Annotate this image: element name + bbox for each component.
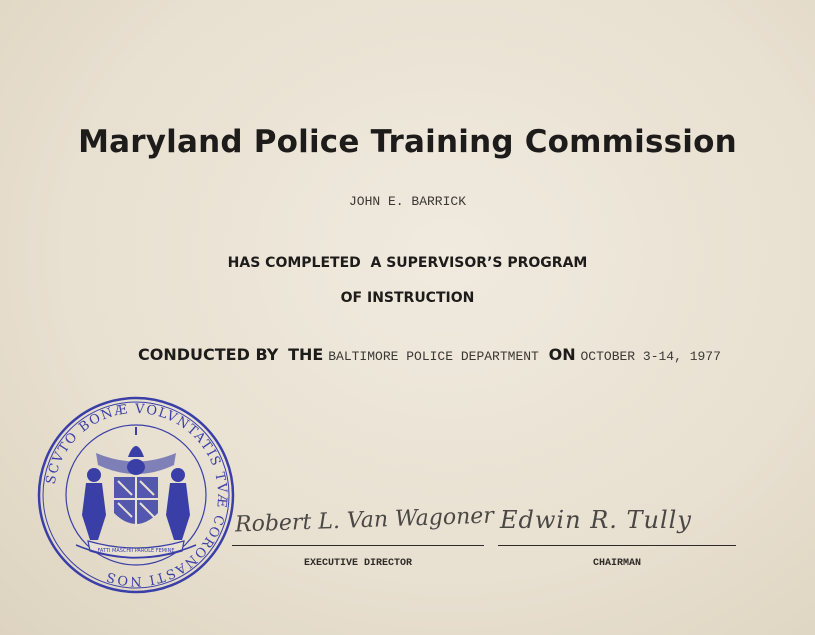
instruction-line: OF INSTRUCTION <box>340 290 475 306</box>
on-label: ON <box>548 345 576 364</box>
the-label: THE <box>288 345 324 364</box>
maryland-seal-icon <box>36 395 236 595</box>
signature-line-left <box>232 545 484 546</box>
recipient-name: JOHN E. BARRICK <box>348 194 467 209</box>
course-dates: OCTOBER 3-14, 1977 <box>580 349 721 364</box>
executive-director-signature: Robert L. Van Wagoner <box>234 503 495 538</box>
seal-motto: SCVTO BONÆ VOLVNTATIS TVÆ CORONASTI NOS <box>43 401 230 589</box>
chairman-signature: Edwin R. Tully <box>500 506 692 534</box>
conducted-by-label: CONDUCTED BY <box>138 345 279 364</box>
certificate-title: Maryland Police Training Commission <box>78 124 737 160</box>
seal-banner: FATTI MASCHII PAROLE FEMINE <box>97 548 175 554</box>
department-name: BALTIMORE POLICE DEPARTMENT <box>328 349 539 364</box>
completion-line: HAS COMPLETED A SUPERVISOR’S PROGRAM <box>227 255 588 271</box>
signature-line-right <box>498 545 736 546</box>
conducted-line <box>138 345 721 364</box>
executive-director-title: EXECUTIVE DIRECTOR <box>303 558 413 569</box>
chairman-title: CHAIRMAN <box>592 558 641 569</box>
